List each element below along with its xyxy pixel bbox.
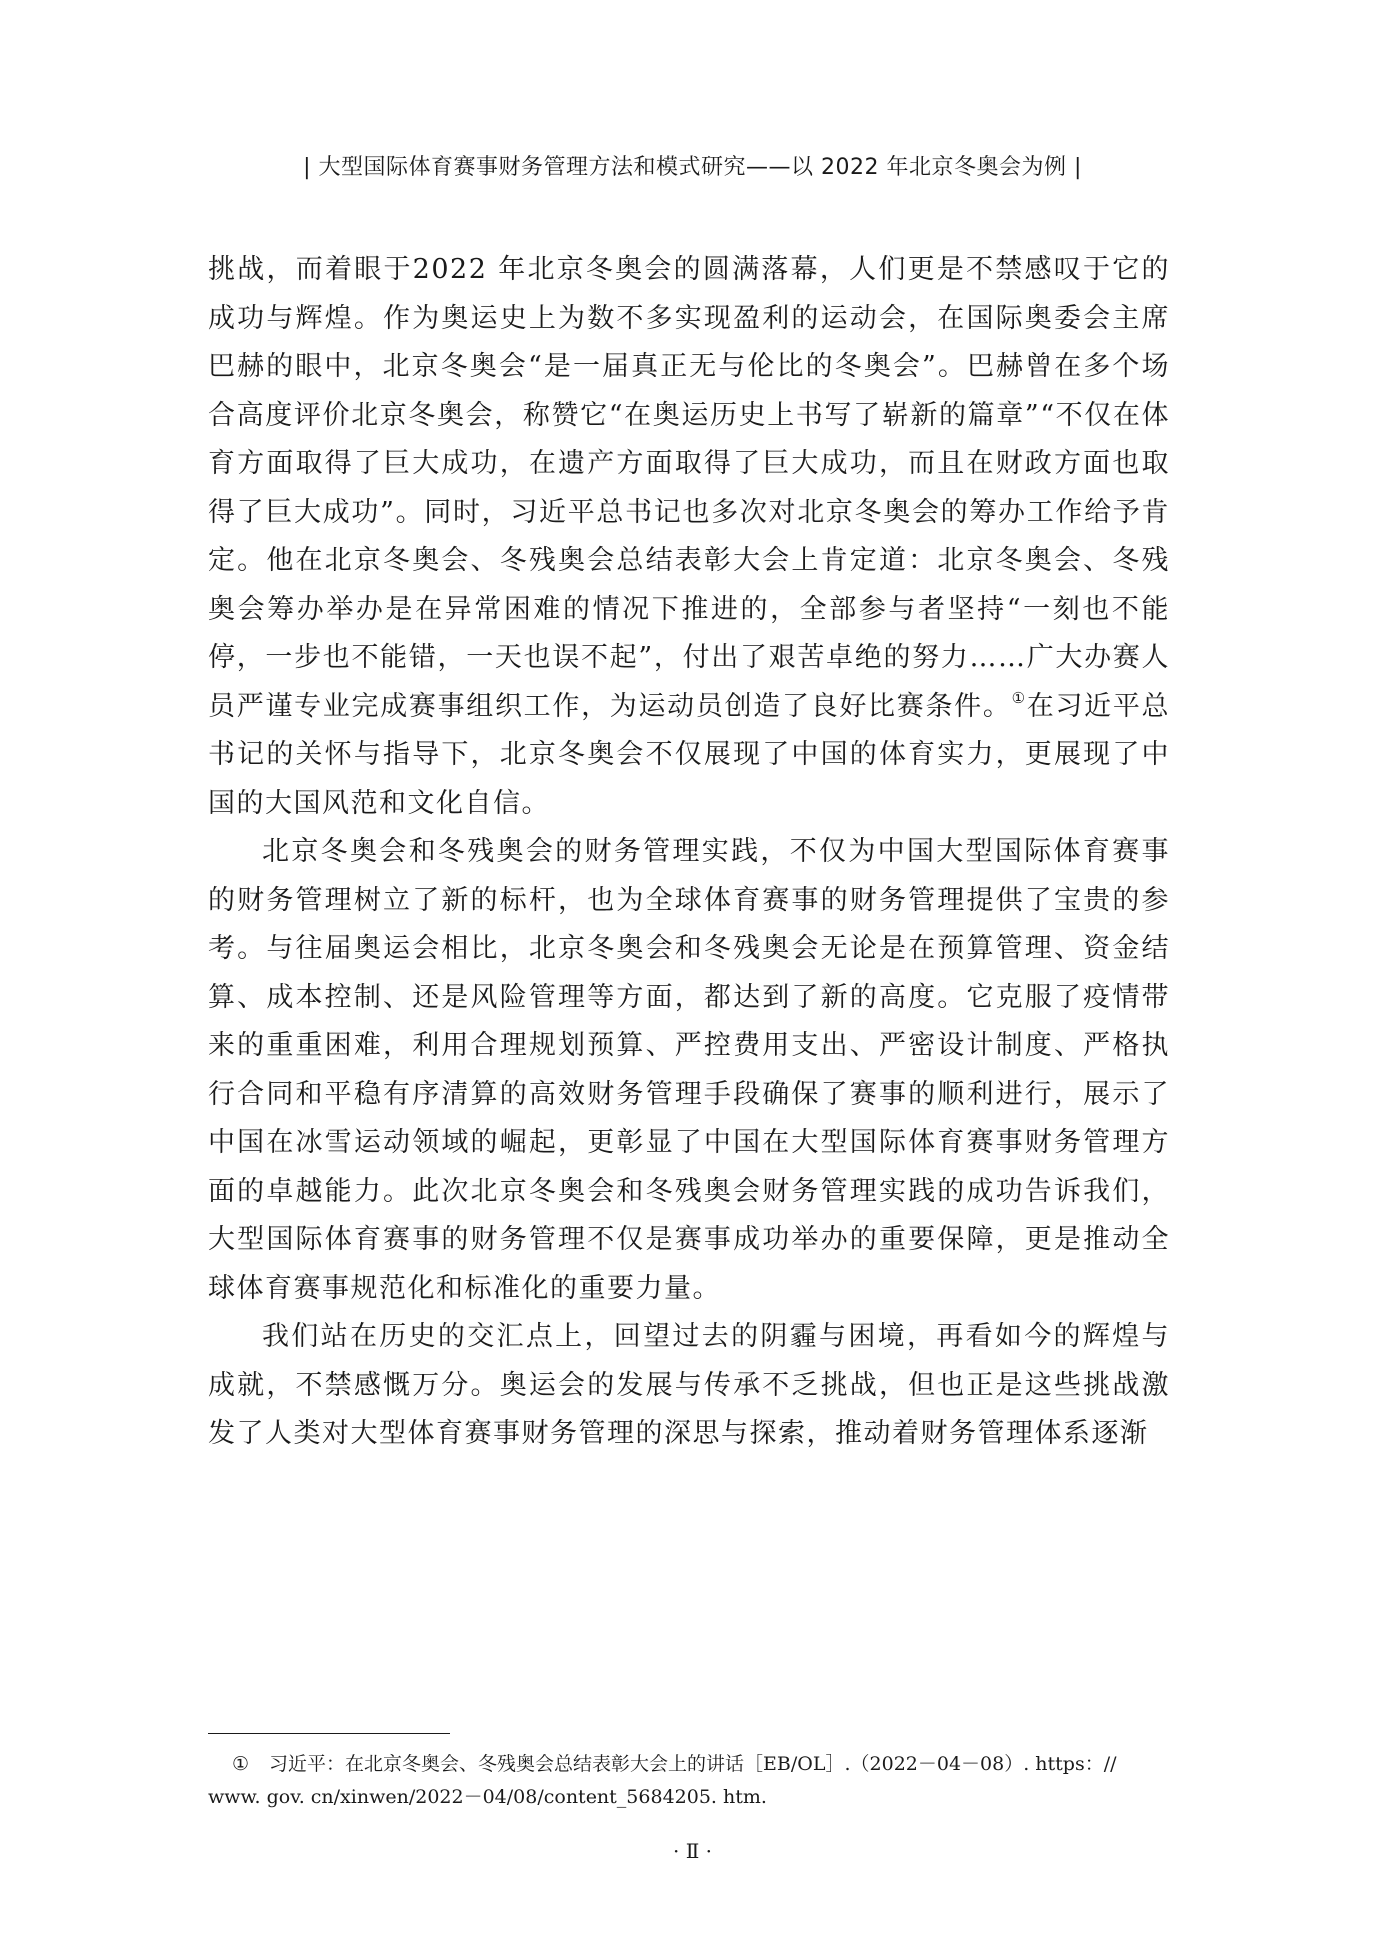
footnote-divider (208, 1733, 450, 1734)
paragraph-text: 在习近平总书记的关怀与指导下，北京冬奥会不仅展现了中国的体育实力，更展现了中国的大国风范和文化自信。 (208, 690, 1171, 819)
footnote-reference[interactable]: ① (1011, 688, 1027, 707)
footnote (208, 1748, 1170, 1814)
paragraph: 北京冬奥会和冬残奥会的财务管理实践，不仅为中国大型国际体育赛事的财务管理树立了新的标杆，也为全球体育赛事的财务管理提供了宝贵的参考。与往届奥运会相比，北京冬奥会和冬残奥会无论是在预算管理、资金结算、成本控制、还是风险管理等方面，都达到了新的高度。它克服了疫情带来的重重困难，利用合理规划预算、严控费用支出、严密设计制度、严格执行合同和平稳有序清算的高效财务管理手段确保了赛事的顺利进行，展示了中国在冰雪运动领域的崛起，更彰显了中国在大型国际体育赛事财务管理方面的卓越能力。此次北京冬奥会和冬残奥会财务管理实践的成功告诉我们，大型国际体育赛事的财务管理不仅是赛事成功举办的重要保障，更是推动全球体育赛事规范化和标准化的重要力量。 (208, 836, 1170, 1304)
footnote-text: 习近平：在北京冬奥会、冬残奥会总结表彰大会上的讲话［EB/OL］.（2022－04－08）. https：// www. gov. cn/xinwen/2022－04/08/content_5684205. htm. (208, 1753, 1117, 1808)
running-header: | 大型国际体育赛事财务管理方法和模式研究——以 2022 年北京冬奥会为例 | (303, 155, 1082, 180)
footnote-mark: ① (232, 1753, 250, 1775)
paragraph (208, 246, 1170, 828)
paragraph-text: 挑战，而着眼于2022 年北京冬奥会的圆满落幕，人们更是不禁感叹于它的成功与辉煌。作为奥运史上为数不多实现盈利的运动会，在国际奥委会主席巴赫的眼中，北京冬奥会“是一届真正无与伦比的冬奥会”。巴赫曾在多个场合高度评价北京冬奥会，称赞它“在奥运历史上书写了崭新的篇章”“不仅在体育方面取得了巨大成功，在遗产方面取得了巨大成功，而且在财政方面也取得了巨大成功”。同时，习近平总书记也多次对北京冬奥会的筹办工作给予肯定。他在北京冬奥会、冬残奥会总结表彰大会上肯定道：北京冬奥会、冬残奥会筹办举办是在异常困难的情况下推进的，全部参与者坚持“一刻也不能停，一步也不能错，一天也误不起”，付出了艰苦卓绝的努力……广大办赛人员严谨专业完成赛事组织工作，为运动员创造了良好比赛条件。 (208, 254, 1170, 722)
body-text (208, 246, 1170, 1459)
paragraph: 我们站在历史的交汇点上，回望过去的阴霾与困境，再看如今的辉煌与成就，不禁感慨万分。奥运会的发展与传承不乏挑战，但也正是这些挑战激发了人类对大型体育赛事财务管理的深思与探索，推动着财务管理体系逐渐 (208, 1321, 1170, 1449)
page-number: · Ⅱ · (672, 1839, 713, 1863)
